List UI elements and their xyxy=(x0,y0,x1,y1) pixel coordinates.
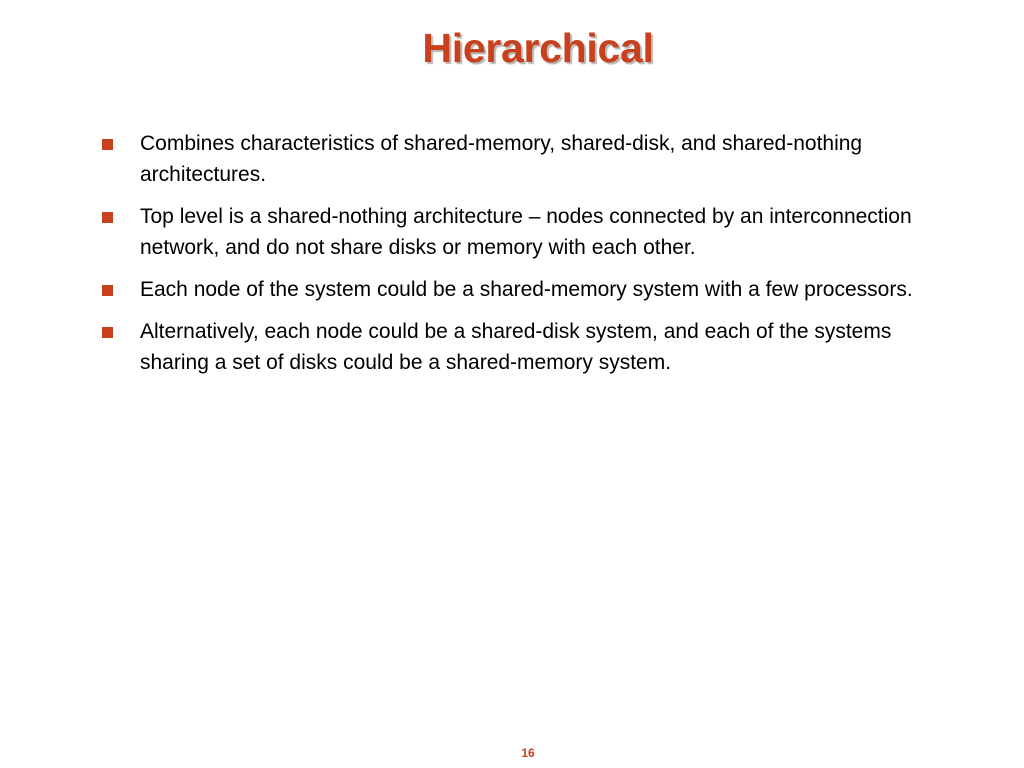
bullet-text: Top level is a shared-nothing architecture – nodes connected by an interconnection network, and do not share disks or memory with each other. xyxy=(140,205,912,259)
bullet-item xyxy=(102,274,942,305)
bullet-list xyxy=(102,128,942,389)
bullet-item xyxy=(102,128,942,190)
bullet-text: Alternatively, each node could be a shared-disk system, and each of the systems sharing a set of disks could be a shared-memory system. xyxy=(140,320,892,374)
bullet-item xyxy=(102,201,942,263)
bullet-item xyxy=(102,316,942,378)
page-number: 16 xyxy=(521,746,535,760)
slide-title: Hierarchical xyxy=(422,25,654,71)
square-bullet-icon xyxy=(102,285,113,296)
bullet-text: Each node of the system could be a shared-memory system with a few processors. xyxy=(140,278,913,301)
square-bullet-icon xyxy=(102,212,113,223)
square-bullet-icon xyxy=(102,139,113,150)
square-bullet-icon xyxy=(102,327,113,338)
bullet-text: Combines characteristics of shared-memory, shared-disk, and shared-nothing architectures. xyxy=(140,132,863,186)
